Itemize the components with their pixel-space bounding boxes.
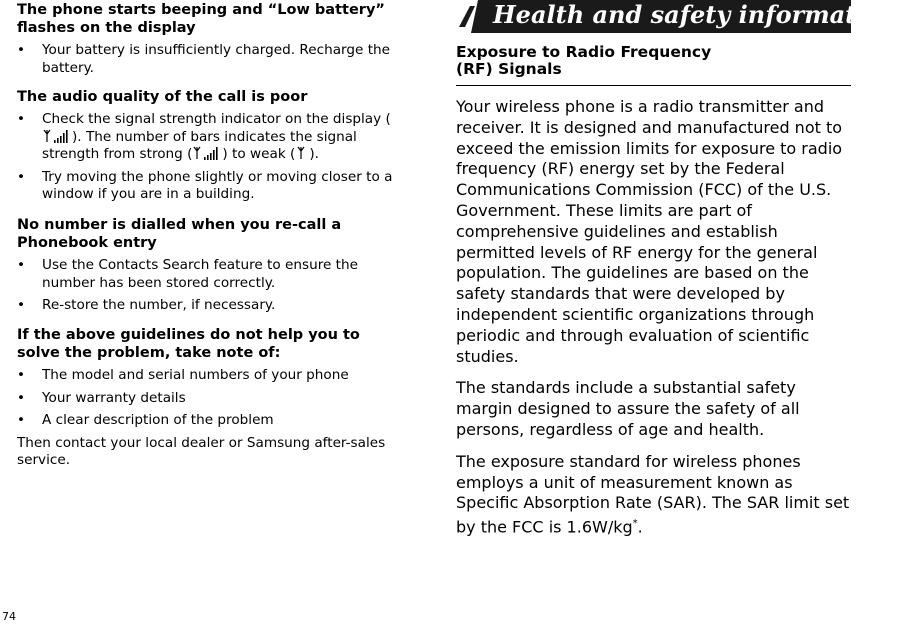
bullet-list	[17, 111, 412, 204]
list-item: • Re-store the number, if necessary.	[17, 297, 412, 315]
section-body	[456, 97, 851, 549]
section-audio-quality	[17, 88, 412, 209]
signal-strength-full-icon	[43, 129, 71, 143]
list-item: • Use the Contacts Search feature to ensure the number has been stored correctly.	[17, 257, 412, 292]
list-item: • The model and serial numbers of your phone	[17, 367, 412, 385]
list-item: • A clear description of the problem	[17, 412, 412, 430]
bullet-list	[17, 42, 412, 77]
list-item: • Your battery is insufficiently charged. Recharge the battery.	[17, 42, 412, 77]
list-item: • Your warranty details	[17, 390, 412, 408]
chapter-banner	[456, 0, 899, 33]
section-no-number-dialled	[17, 216, 412, 320]
section-subheading: Exposure to Radio Frequency (RF) Signals	[456, 43, 712, 78]
paragraph: Your wireless phone is a radio transmitter and receiver. It is designed and manufactured not to exceed the emission limits for exposure to radio frequency (RF) energy set by the Federal Communications Commission (FCC) of the U.S. Government. These limits are part of comprehensive guidelines and establish permitted levels of RF energy for the general population. The guidelines are based on the safety standards that were developed by independent scientific organizations through periodic and through evaluation of scientific studies.	[456, 97, 843, 366]
chapter-title: Health and safety information	[493, 0, 899, 29]
bullet-list	[17, 367, 412, 430]
list-item-signal-indicator: • Check the signal strength indicator on the display ( ). The number of bars indicates the signal strength from strong ( ) to weak ( ).	[17, 111, 412, 164]
divider	[456, 85, 851, 86]
section-heading: If the above guidelines do not help you to solve the problem, take note of:	[17, 327, 360, 361]
section-low-battery	[17, 1, 412, 82]
section-heading: The audio quality of the call is poor	[17, 89, 308, 105]
signal-strength-full-icon	[193, 146, 221, 160]
section-guidelines-note	[17, 326, 412, 470]
page-number: 74	[2, 610, 16, 623]
list-item: • Try moving the phone slightly or moving closer to a window if you are in a building.	[17, 169, 412, 204]
paragraph: The standards include a substantial safety margin designed to assure the safety of all persons, regardless of age and health.	[456, 378, 800, 439]
bullet-list	[17, 257, 412, 315]
section-heading: No number is dialled when you re-call a Phonebook entry	[17, 217, 342, 251]
paragraph-sar: The exposure standard for wireless phones employs a unit of measurement known as Specific Absorption Rate (SAR). The SAR limit set by the FCC is 1.6W/kg*.	[456, 451, 850, 537]
section-heading: The phone starts beeping and “Low battery” flashes on the display	[17, 2, 385, 36]
signal-strength-weak-icon	[296, 146, 308, 160]
footnote-mark: *	[632, 518, 638, 530]
closing-text: Then contact your local dealer or Samsung after-sales service.	[17, 434, 386, 468]
